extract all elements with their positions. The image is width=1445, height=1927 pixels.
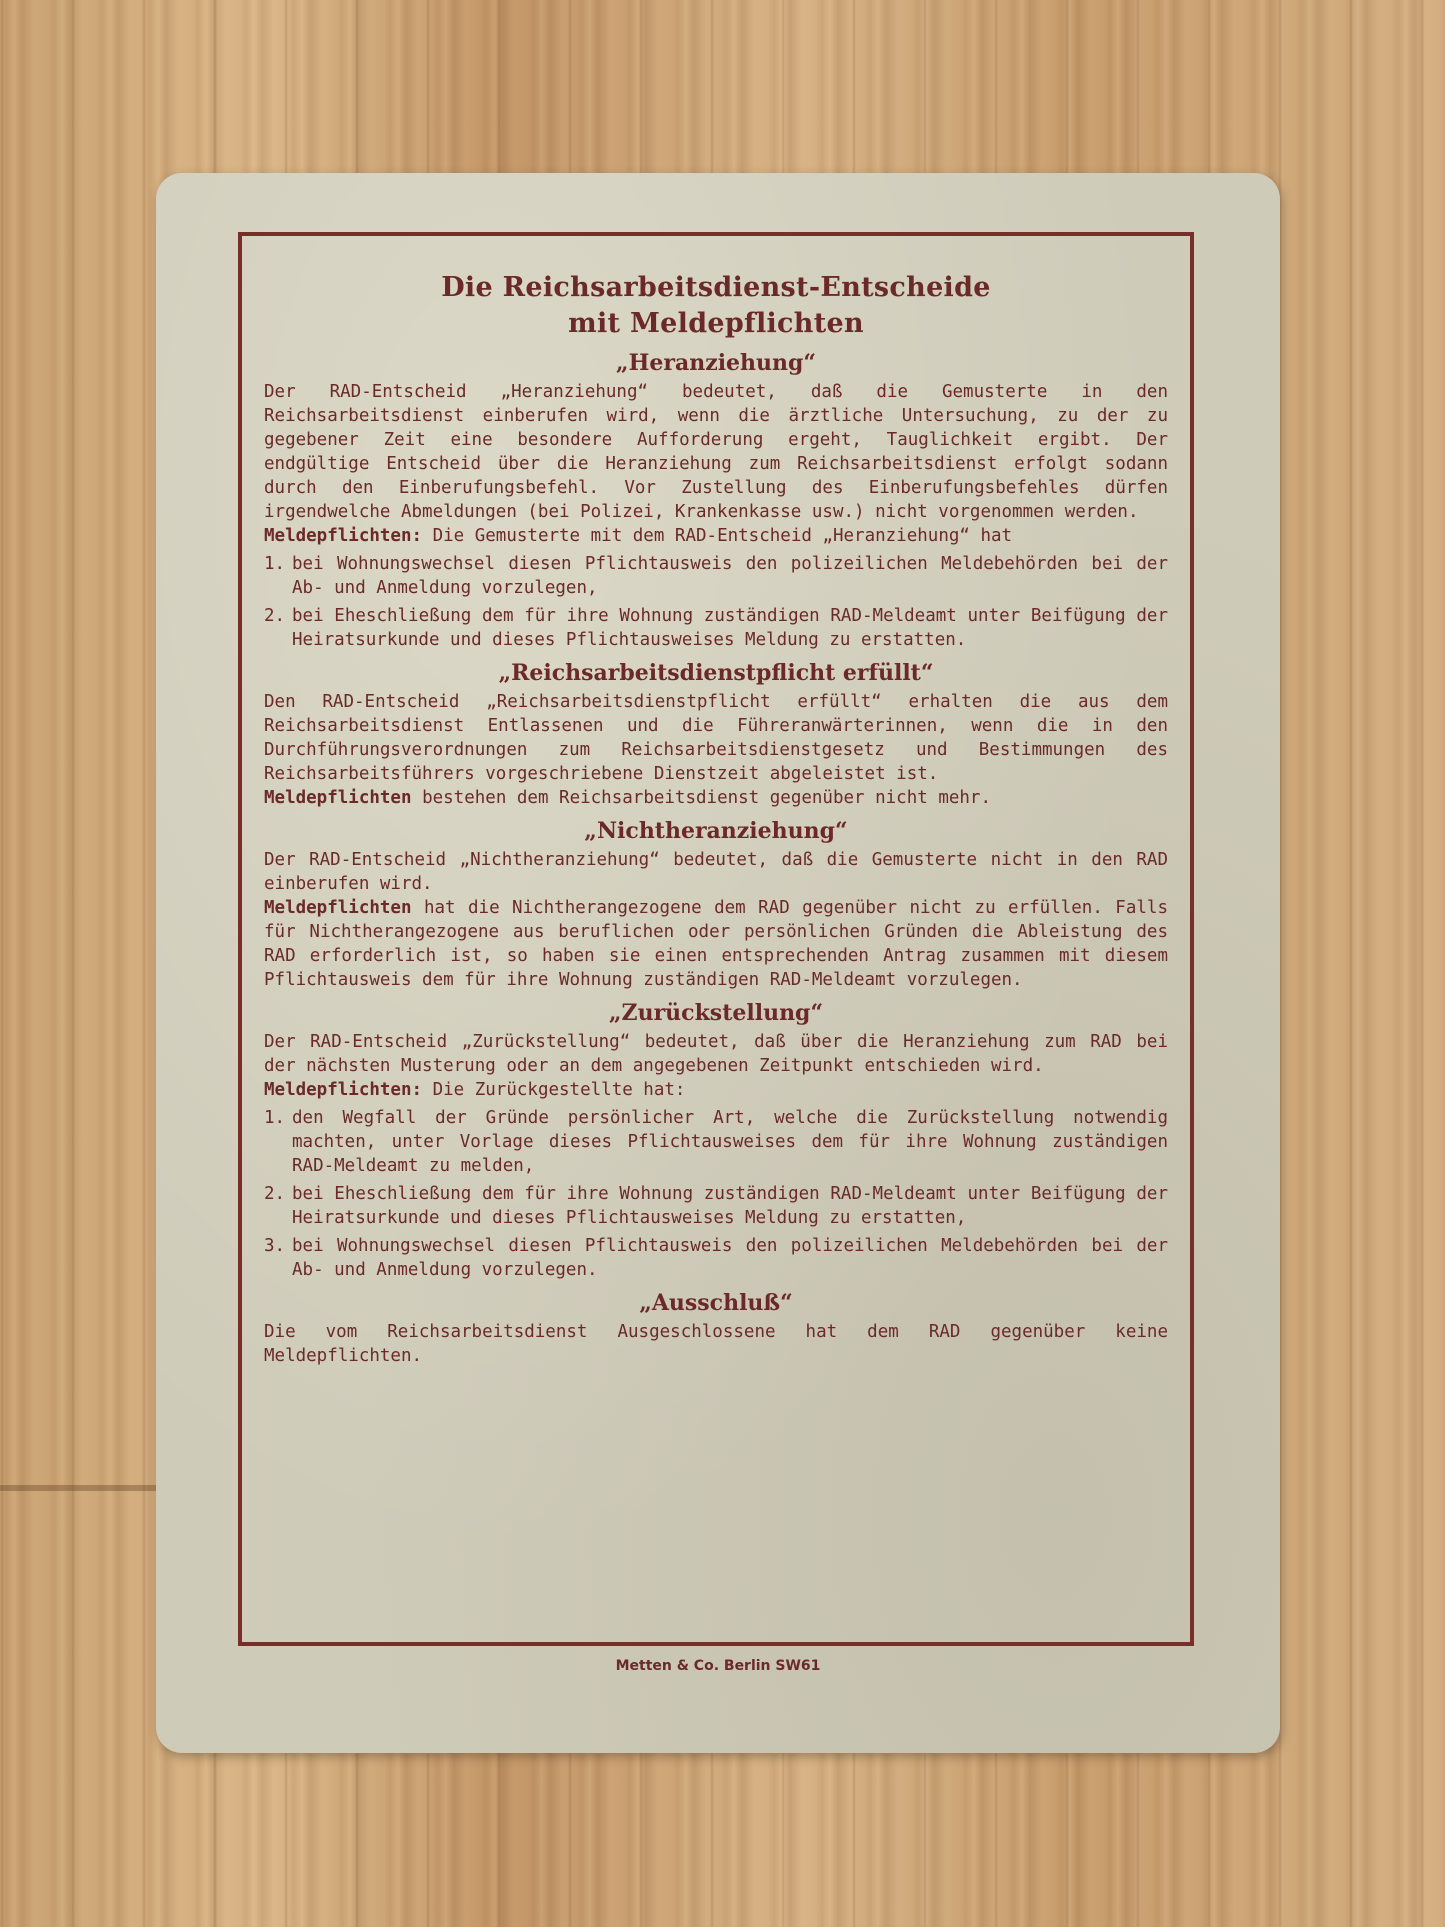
list-item-text: bei Wohnungswechsel diesen Pflichtausweis den polizeilichen Meldebehörden bei der Ab- und Anmeldung vorzulegen,: [292, 554, 1168, 598]
section-heranziehung: [264, 348, 1168, 652]
section-heading: „Reichsarbeitsdienstpflicht erfüllt“: [498, 660, 934, 686]
section-heading: „Zurückstellung“: [608, 1000, 824, 1026]
duty-paragraph: [264, 524, 1168, 548]
list-item-number: 2.: [264, 606, 286, 626]
list-item: [264, 604, 1168, 652]
section-ausschluss: [264, 1288, 1168, 1368]
list-item-text: bei Wohnungswechsel diesen Pflichtausweis den polizeilichen Meldebehörden bei der Ab- und Anmeldung vorzulegen.: [292, 1236, 1168, 1280]
section-text: Den RAD-Entscheid „Reichsarbeitsdienstpflicht erfüllt“ erhalten die aus dem Reichsarbeitsdienst Entlassenen und die Führeranwärterinnen, wenn die in den Durchführungsverordnungen zum Reichsarbeitsdienstgesetz und Bestimmungen des Reichsarbeitsführers vorgeschriebene Dienstzeit abgeleistet ist.: [264, 692, 1168, 784]
list-item-text: bei Eheschließung dem für ihre Wohnung zuständigen RAD-Meldeamt unter Beifügung der Heiratsurkunde und dieses Pflichtausweises Meldung zu erstatten.: [292, 606, 1168, 650]
duty-text: hat die Nichtherangezogene dem RAD gegenüber nicht zu erfüllen. Falls für Nichtherangezogene aus beruflichen oder persönlichen Gründen die Ableistung des RAD erforderlich ist, so haben sie einen entsprechenden Antrag zusammen mit diesem Pflichtausweis dem für ihre Wohnung zuständigen RAD-Meldeamt vorzulegen.: [264, 898, 1168, 990]
list-item-number: 2.: [264, 1184, 286, 1204]
title-line-1: Die Reichsarbeitsdienst-Entscheide: [441, 272, 991, 303]
list-item-number: 3.: [264, 1236, 286, 1256]
section-heading: „Ausschluß“: [639, 1290, 793, 1316]
section-text: Die vom Reichsarbeitsdienst Ausgeschlossene hat dem RAD gegenüber keine Meldepflichten.: [264, 1322, 1168, 1366]
duty-paragraph: [264, 786, 1168, 810]
list-item-text: bei Eheschließung dem für ihre Wohnung zuständigen RAD-Meldeamt unter Beifügung der Heiratsurkunde und dieses Pflichtausweises Meldung zu erstatten,: [292, 1184, 1168, 1228]
section-heading: „Nichtheranziehung“: [584, 818, 848, 844]
list-item: [264, 552, 1168, 600]
duty-text: Die Zurückgestellte hat:: [432, 1080, 686, 1100]
list-item: [264, 1182, 1168, 1230]
duty-label: Meldepflichten: [264, 788, 412, 808]
duty-paragraph: [264, 896, 1168, 992]
section-text: Der RAD-Entscheid „Heranziehung“ bedeutet, daß die Gemusterte in den Reichsarbeitsdienst einberufen wird, wenn die ärztliche Untersuchung, zu der zu gegebener Zeit eine besondere Aufforderung ergeht, Tauglichkeit ergibt. Der endgültige Entscheid über die Heranziehung zum Reichsarbeitsdienst erfolgt sodann durch den Einberufungsbefehl. Vor Zustellung des Einberufungsbefehles dürfen irgendwelche Abmeldungen (bei Polizei, Krankenkasse usw.) nicht vorgenommen werden.: [264, 382, 1168, 522]
document-card: [156, 173, 1280, 1753]
duty-paragraph: [264, 1078, 1168, 1102]
duty-text: bestehen dem Reichsarbeitsdienst gegenüber nicht mehr.: [422, 788, 992, 808]
document-content: [264, 236, 1168, 1368]
document-frame: [238, 232, 1194, 1646]
duty-text: Die Gemusterte mit dem RAD-Entscheid „Heranziehung“ hat: [432, 526, 1013, 546]
list-item-number: 1.: [264, 554, 286, 574]
list-item-text: den Wegfall der Gründe persönlicher Art, welche die Zurückstellung notwendig machten, unter Vorlage dieses Pflichtausweises dem für ihre Wohnung zuständigen RAD-Meldeamt zu melden,: [292, 1108, 1168, 1176]
duty-label: Meldepflichten: [264, 898, 412, 918]
list-item: [264, 1106, 1168, 1178]
duty-label: Meldepflichten:: [264, 526, 423, 546]
printer-imprint: Metten & Co. Berlin SW61: [615, 1658, 821, 1674]
section-text: Der RAD-Entscheid „Zurückstellung“ bedeutet, daß über die Heranziehung zum RAD bei der nächsten Musterung oder an dem angegebenen Zeitpunkt entschieden wird.: [264, 1032, 1168, 1076]
duty-label: Meldepflichten:: [264, 1080, 423, 1100]
section-zurueckstellung: [264, 998, 1168, 1282]
list-item: [264, 1234, 1168, 1282]
document-title: [264, 270, 1168, 342]
section-text: Der RAD-Entscheid „Nichtheranziehung“ bedeutet, daß die Gemusterte nicht in den RAD einberufen wird.: [264, 850, 1168, 894]
section-nichtheranziehung: [264, 816, 1168, 992]
wood-seam: [0, 1485, 160, 1491]
section-heading: „Heranziehung“: [615, 350, 817, 376]
title-line-2: mit Meldepflichten: [568, 308, 864, 339]
list-item-number: 1.: [264, 1108, 286, 1128]
section-pflicht-erfuellt: [264, 658, 1168, 810]
